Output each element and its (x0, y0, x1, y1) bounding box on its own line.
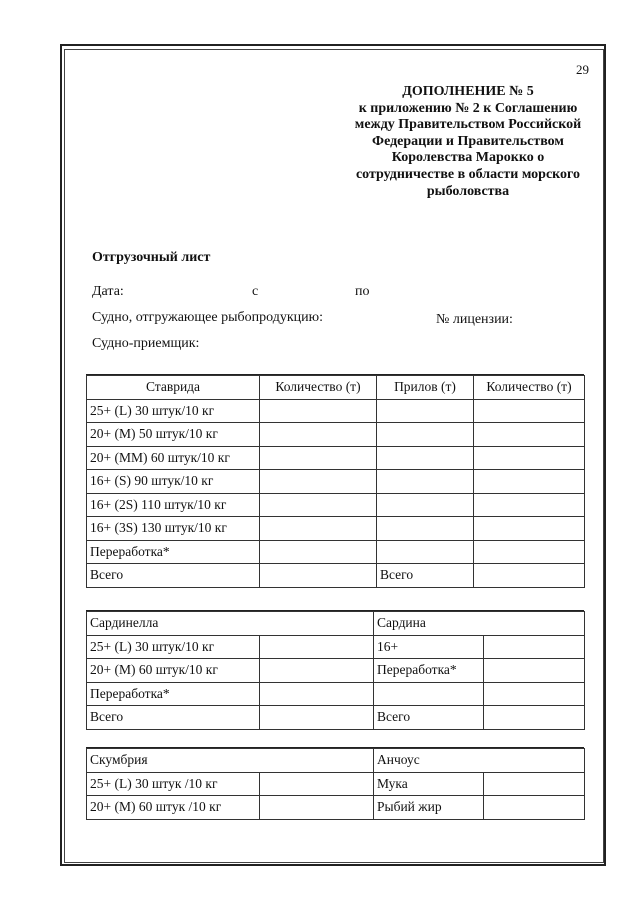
table-row (87, 682, 585, 706)
empty-cell (260, 659, 374, 683)
empty-cell (484, 682, 585, 706)
table-row (87, 706, 585, 730)
row-label: Переработка* (87, 682, 260, 706)
date-label: Дата: (92, 284, 124, 299)
empty-cell (260, 423, 377, 447)
empty-cell (377, 517, 474, 541)
empty-cell (377, 493, 474, 517)
empty-cell (260, 540, 377, 564)
title-line: сотрудничестве в области морского (355, 166, 581, 182)
row-label: 25+ (L) 30 штук/10 кг (87, 635, 260, 659)
table-header-row (87, 749, 585, 773)
table-row (87, 564, 585, 588)
empty-cell (260, 706, 374, 730)
empty-cell (377, 446, 474, 470)
title-line: Федерации и Правительством (372, 133, 564, 149)
header-cell: Количество (т) (474, 376, 585, 400)
table-row (87, 493, 585, 517)
row-label: 16+ (3S) 130 штук/10 кг (87, 517, 260, 541)
empty-cell (484, 612, 585, 636)
empty-cell (474, 540, 585, 564)
empty-cell (260, 493, 377, 517)
header-cell: Скумбрия (87, 749, 260, 773)
table-row (87, 772, 585, 796)
title-line: Королевства Марокко о (391, 150, 545, 166)
mackerel-table (86, 748, 585, 820)
row-label: Всего (87, 564, 260, 588)
empty-cell (474, 493, 585, 517)
title-line: ДОПОЛНЕНИЕ № 5 (402, 84, 534, 99)
row-label: Всего (87, 706, 260, 730)
license-label: № лицензии: (436, 312, 513, 327)
empty-cell (260, 635, 374, 659)
empty-cell (260, 772, 374, 796)
empty-cell (377, 540, 474, 564)
empty-cell (377, 470, 474, 494)
row-label: Всего (374, 706, 484, 730)
page-number: 29 (576, 62, 589, 77)
row-label: Рыбий жир (374, 796, 484, 820)
empty-cell (484, 749, 585, 773)
table-row (87, 399, 585, 423)
empty-cell (260, 399, 377, 423)
empty-cell (260, 796, 374, 820)
header-cell: Прилов (т) (377, 376, 474, 400)
header-cell: Количество (т) (260, 376, 377, 400)
title-line: к приложению № 2 к Соглашению (358, 100, 578, 116)
empty-cell (260, 749, 374, 773)
empty-cell (484, 635, 585, 659)
row-label: 25+ (L) 30 штук/10 кг (87, 399, 260, 423)
empty-cell (474, 399, 585, 423)
empty-cell (260, 682, 374, 706)
empty-cell (260, 564, 377, 588)
row-label: 16+ (S) 90 штук/10 кг (87, 470, 260, 494)
header-cell: Ставрида (87, 376, 260, 400)
empty-cell (260, 612, 374, 636)
table-row (87, 423, 585, 447)
table-row (87, 635, 585, 659)
empty-cell (474, 446, 585, 470)
empty-cell (474, 517, 585, 541)
empty-cell (377, 423, 474, 447)
vessel-in-label: Судно-приемщик: (92, 336, 200, 351)
row-label: Переработка* (374, 659, 484, 683)
title-line: между Правительством Российской (354, 117, 582, 133)
empty-cell (484, 772, 585, 796)
header-cell: Анчоус (374, 749, 484, 773)
empty-cell (484, 796, 585, 820)
table-row (87, 470, 585, 494)
empty-cell (474, 564, 585, 588)
date-from-label: с (252, 284, 259, 299)
row-label: 20+ (M) 60 штук /10 кг (87, 796, 260, 820)
row-label: Мука (374, 772, 484, 796)
empty-cell (260, 446, 377, 470)
table-row (87, 796, 585, 820)
row-label: Переработка* (87, 540, 260, 564)
empty-cell (474, 423, 585, 447)
vessel-out-label: Судно, отгружающее рыбопродукцию: (92, 310, 323, 325)
empty-cell (260, 517, 377, 541)
document-title (318, 84, 618, 200)
empty-cell (377, 399, 474, 423)
table-row (87, 446, 585, 470)
sardinella-table (86, 611, 585, 730)
row-label: 16+ (2S) 110 штук/10 кг (87, 493, 260, 517)
row-label: 25+ (L) 30 штук /10 кг (87, 772, 260, 796)
empty-cell (484, 659, 585, 683)
title-line: рыболовства (426, 183, 510, 199)
table-row (87, 540, 585, 564)
empty-cell (374, 682, 484, 706)
empty-cell (260, 470, 377, 494)
table-header-row (87, 612, 585, 636)
table-row (87, 517, 585, 541)
horse-mackerel-table (86, 375, 585, 588)
table-row (87, 659, 585, 683)
section-heading: Отгрузочный лист (92, 250, 211, 265)
header-cell: Сардина (374, 612, 484, 636)
table-header-row (87, 376, 585, 400)
date-to-label: по (355, 284, 370, 299)
empty-cell (474, 470, 585, 494)
row-label: 20+ (MM) 60 штук/10 кг (87, 446, 260, 470)
row-label: 16+ (374, 635, 484, 659)
total-label: Всего (377, 564, 474, 588)
empty-cell (484, 706, 585, 730)
header-cell: Сардинелла (87, 612, 260, 636)
row-label: 20+ (M) 60 штук/10 кг (87, 659, 260, 683)
row-label: 20+ (M) 50 штук/10 кг (87, 423, 260, 447)
